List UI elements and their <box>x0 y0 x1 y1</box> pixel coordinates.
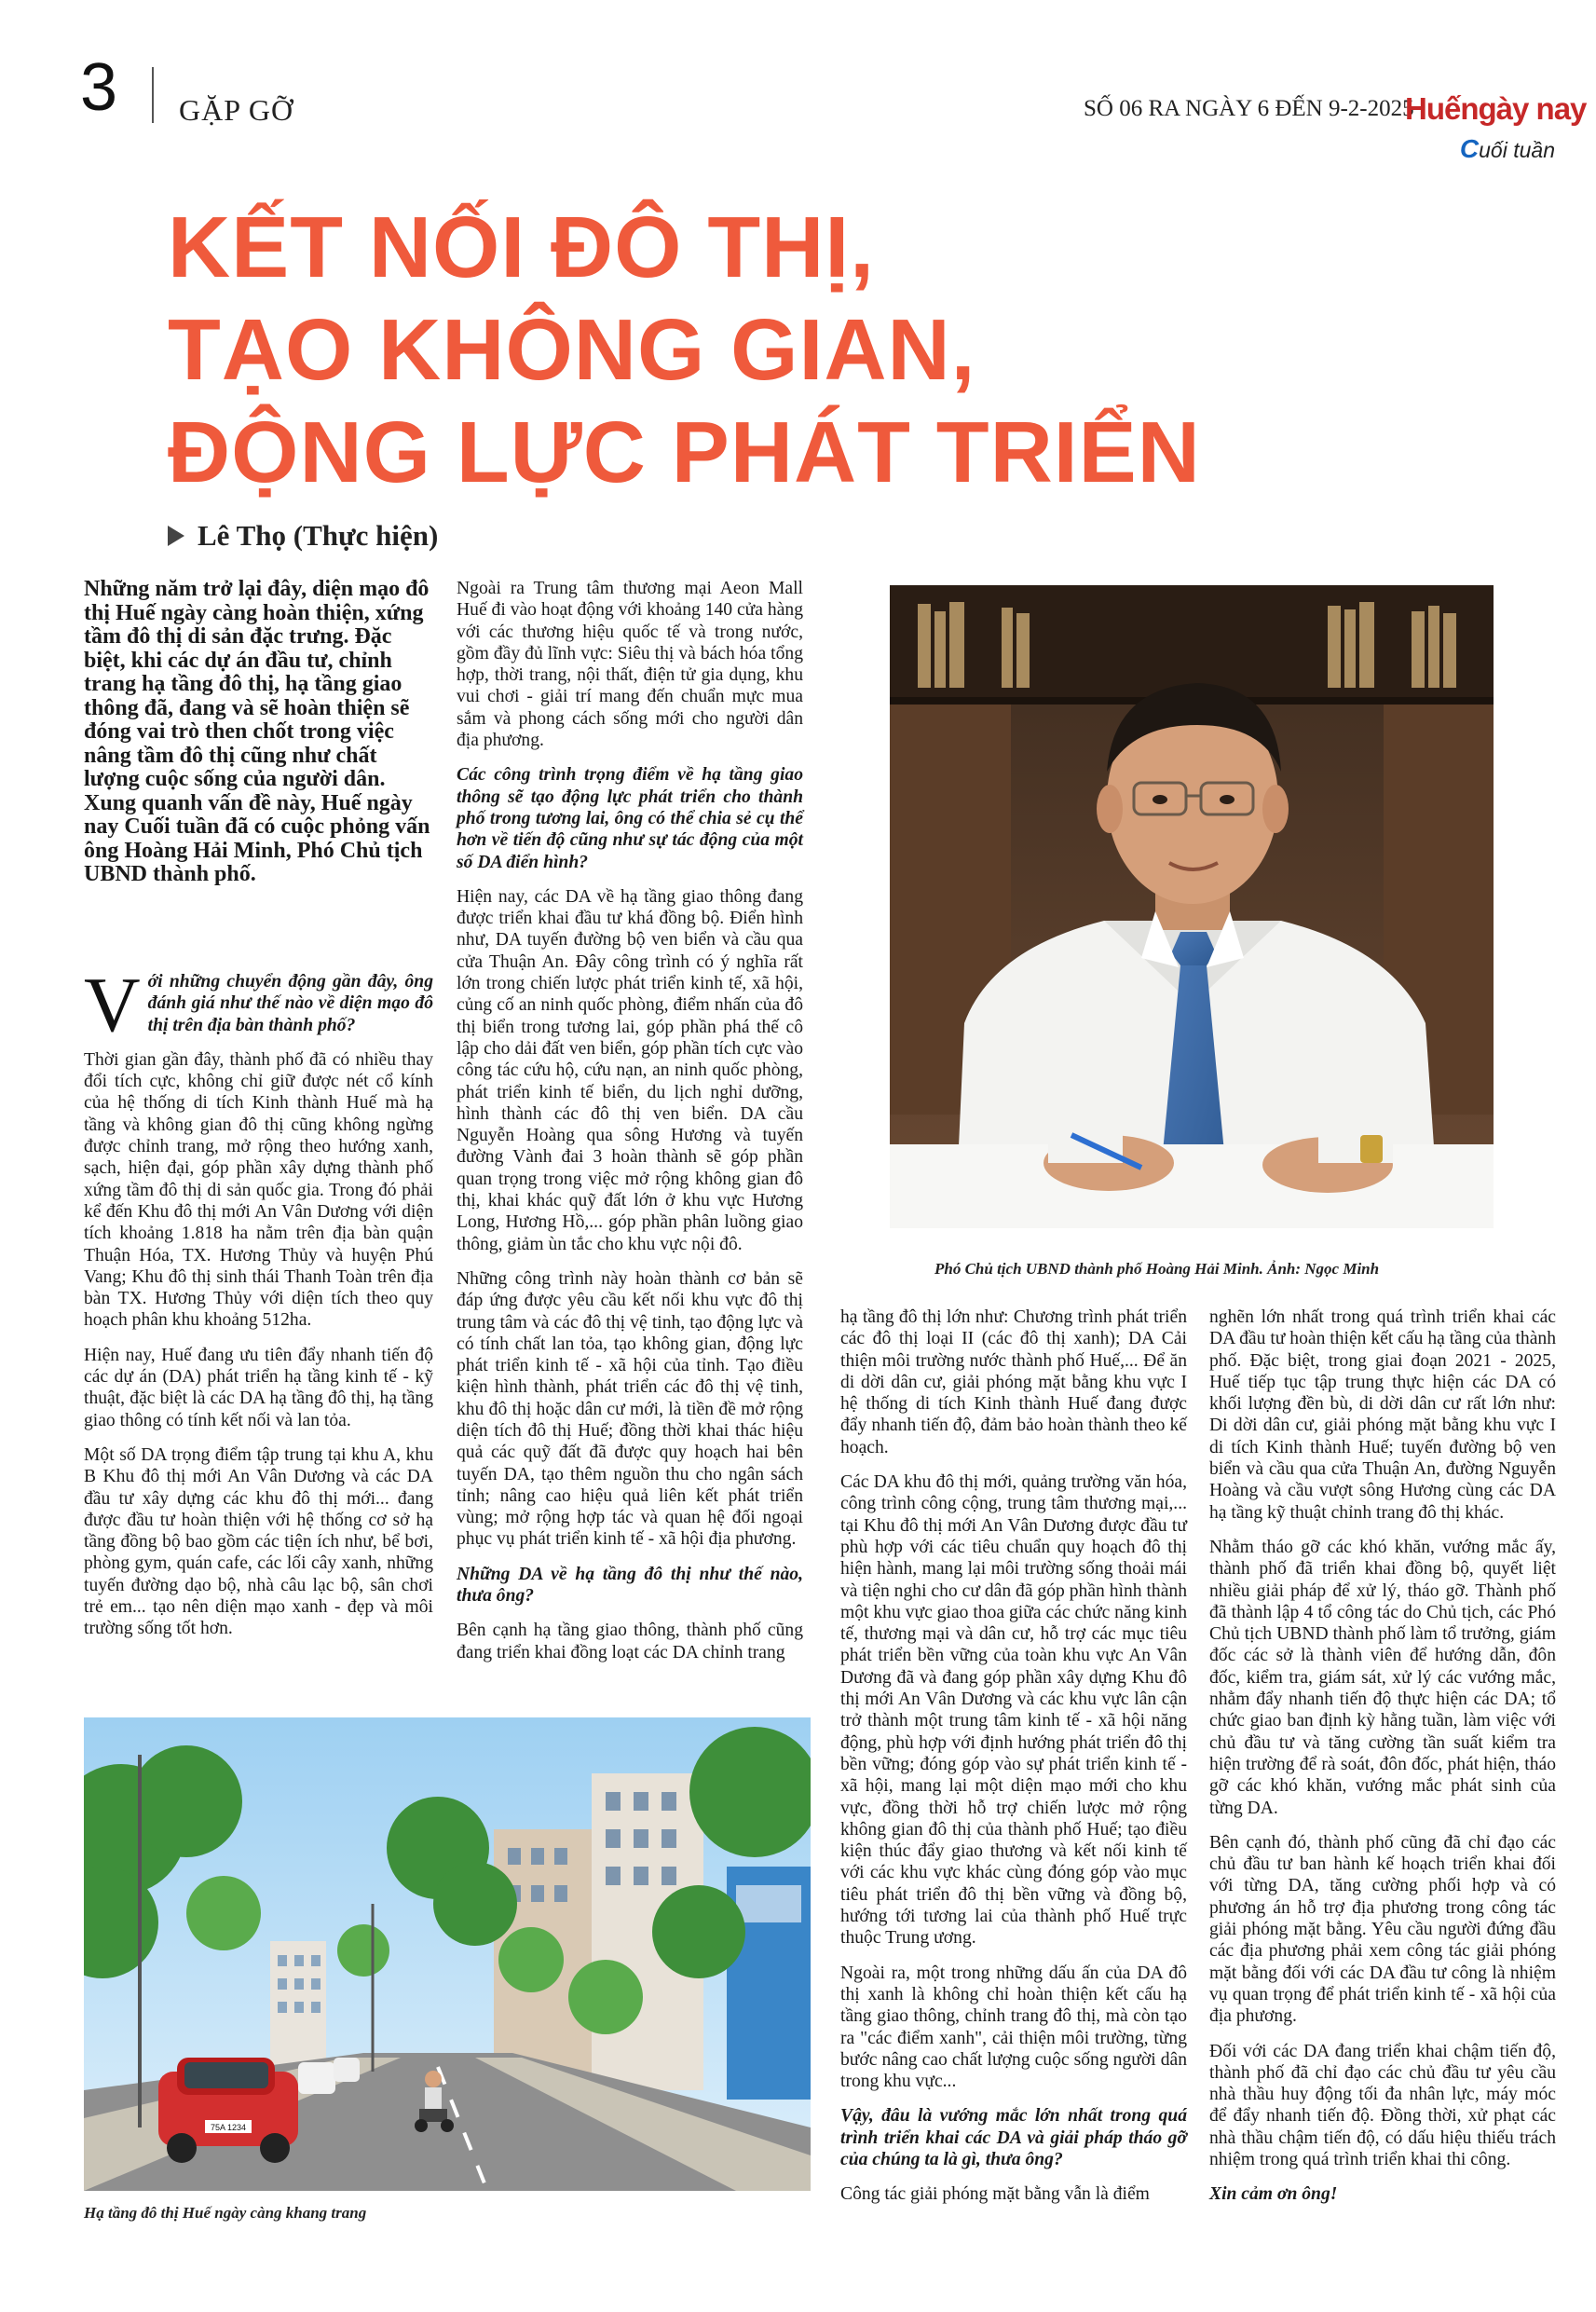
answer-paragraph: Những công trình này hoàn thành cơ bản sẽ đáp ứng được yêu cầu kết nối khu vực đô thị trung tâm và các đô thị vệ tinh, tạo động lực và có tính chất lan tỏa, tạo không gian, động lực phát triển kinh tế - xã hội của tỉnh. Tạo điều kiện hình thành, phát triển các đô thị vệ tinh, khu đô thị hoặc dân cư mới, là tiền đề mở rộng diện tích đô thị Huế; đồng thời khai thác hiệu quả các quỹ đất đã được quy hoạch hai bên tuyến DA, tạo thêm nguồn thu cho ngân sách tỉnh; nâng cao hiệu quả liên kết phát triển vùng; mở rộng hợp tác và quan hệ đối ngoại phục vụ phát triển kinh tế - xã hội địa phương. <box>457 1268 803 1550</box>
answer-paragraph: Đối với các DA đang triển khai chậm tiến độ, thành phố đã chỉ đạo các chủ đầu tư yêu cầu nhà thầu huy động tối đa nhân lực, máy móc để đẩy nhanh tiến độ. Đồng thời, xử phạt các nhà thầu chậm tiến độ, có dấu hiệu thiếu trách nhiệm trong quá trình triển khai thi công. <box>1209 2041 1556 2169</box>
answer-paragraph: Công tác giải phóng mặt bằng vẫn là điểm <box>840 2184 1150 2205</box>
lead-paragraph: Những năm trở lại đây, diện mạo đô thị Huế ngày càng hoàn thiện, xứng tầm đô thị di sản đặc trưng. Đặc biệt, khi các dự án đầu tư, chỉnh trang hạ tầng đô thị, hạ tầng giao thông đã, đang và sẽ hoàn thiện sẽ đóng vai trò then chốt trong việc nâng tầm đô thị cũng như chất lượng cuộc sống của người dân. Xung quanh vấn đề này, Huế ngày nay Cuối tuần đã có cuộc phỏng vấn ông Hoàng Hải Minh, Phó Chủ tịch UBND thành phố. <box>84 577 430 886</box>
column-2 <box>457 578 803 1676</box>
question-1 <box>84 962 433 1048</box>
street-photo <box>84 1717 811 2191</box>
license-plate: 75A 1234 <box>210 2123 247 2132</box>
drop-cap: V <box>84 962 141 1048</box>
answer-paragraph: Các DA khu đô thị mới, quảng trường văn hóa, công trình công cộng, trung tâm thương mại,... tại Khu đô thị mới An Vân Dương được đầu tư phù hợp với các tiêu chuẩn quy hoạch đô thị hiện hành, mang lại môi trường sống thoải mái và tiện nghi cho cư dân đã góp phần hình thành một khu vực giao thoa giữa các chức năng kinh tế, thương mại và dân cư, hỗ trợ các mục tiêu phát triển bền vững của toàn khu vực An Vân Dương đã và đang góp phần xây dựng Khu đô thị mới An Vân Dương và các khu vực lân cận trở thành một trung tâm kinh tế - xã hội năng động, phù hợp với định hướng phát triển đô thị bền vững; đóng góp vào sự phát triển kinh tế - xã hội, mang lại một diện mạo mới cho khu vực, đồng thời hỗ trợ chiến lược mở rộng không gian đô thị của thành phố Huế; tạo điều kiện thúc đẩy giao thương và kết nối kinh tế với các khu vực khác cùng đóng góp vào mục tiêu phát triển đô thị bền vững và đồng bộ, hướng tới tương lai của thành phố Huế trực thuộc Trung ương. <box>840 1472 1187 1949</box>
question-4: Vậy, đâu là vướng mắc lớn nhất trong quá trình triển khai các DA và giải pháp tháo gỡ của chúng ta là gì, thưa ông? <box>840 2106 1187 2169</box>
portrait-photo <box>890 585 1494 1228</box>
answer-paragraph: Bên cạnh hạ tầng giao thông, thành phố cũng đang triển khai đồng loạt các DA chỉnh trang <box>457 1621 803 1662</box>
answer-paragraph: Hiện nay, các DA về hạ tầng giao thông đang được triển khai đầu tư khá đồng bộ. Điển hình như, DA tuyến đường bộ ven biển và cầu qua cửa Thuận An. Đây công trình có ý nghĩa rất lớn trong chiến lược phát triển kinh tế, xã hội, củng cố an ninh quốc phòng, điểm nhấn của đô thị biển trong tương lai, góp phần phá thế cô lập cho dải đất ven biển, góp phần tích cực vào công tác cứu hộ, cứu nạn, an ninh quốc phòng, phát triển kinh tế biển, du lịch nghỉ dưỡng, hình thành các đô thị ven biển. DA cầu Nguyễn Hoàng qua sông Hương và tuyến đường Vành đai 3 hoàn thành sẽ góp phần quan trọng trong việc mở rộng không gian đô thị, khai khác quỹ đất lớn ở khu vực Hương Long, Hương Hồ,... góp phần phân luồng giao thông, giảm ùn tắc cho khu vực nội đô. <box>457 886 803 1254</box>
headline-line-1: KẾT NỐI ĐÔ THỊ, <box>168 198 875 295</box>
column-4 <box>1209 1306 1556 2219</box>
issue-date: SỐ 06 RA NGÀY 6 ĐẾN 9-2-2025 <box>1084 96 1414 121</box>
answer-paragraph: hạ tầng đô thị lớn như: Chương trình phát triển các đô thị loại II (các đô thị xanh); DA Cải thiện môi trường nước thành phố Huế,... Để ăn di dời dân cư, giải phóng mặt bằng khu vực I hệ thống di tích Kinh thành Huế đang được đẩy nhanh tiến độ, đảm bảo hoàn thành theo kế hoạch. <box>840 1307 1187 1457</box>
article-headline <box>168 196 1201 503</box>
headline-line-2: TẠO KHÔNG GIAN, <box>168 301 976 398</box>
logo-main-text: Huếngày nay <box>1405 91 1587 126</box>
newspaper-logo <box>1405 91 1587 166</box>
byline <box>168 519 438 553</box>
byline-triangle-icon <box>168 526 184 546</box>
column-1 <box>84 962 433 1653</box>
portrait-caption: Phó Chủ tịch UBND thành phố Hoàng Hải Minh. Ảnh: Ngọc Minh <box>934 1260 1380 1278</box>
headline-line-3: ĐỘNG LỰC PHÁT TRIỂN <box>168 404 1201 500</box>
question-1-text: ới những chuyển động gần đây, ông đánh giá như thế nào về diện mạo đô thị trên địa bàn thành phố? <box>147 972 433 1035</box>
byline-author: Lê Thọ (Thực hiện) <box>198 519 439 552</box>
page-number: 3 <box>80 50 118 125</box>
question-3: Những DA về hạ tầng đô thị như thế nào, thưa ông? <box>457 1564 803 1607</box>
column-3 <box>840 1306 1187 2219</box>
closing-line: Xin cảm ơn ông! <box>1209 2184 1338 2205</box>
logo-sub-text: Cuối tuần <box>1459 134 1555 163</box>
answer-paragraph: Ngoài ra Trung tâm thương mại Aeon Mall Huế đi vào hoạt động với khoảng 140 cửa hàng với các thương hiệu quốc tế và trong nước, gồm đầy đủ lĩnh vực: Siêu thị và bách hóa tổng hợp, thời trang, nội thất, điện tử gia dụng, khu vui chơi - giải trí mang đến chuẩn mực mua sắm và phong cách sống mới cho người dân địa phương. <box>457 579 803 751</box>
header-divider <box>152 67 154 123</box>
answer-paragraph: Một số DA trọng điểm tập trung tại khu A, khu B Khu đô thị mới An Vân Dương và các DA đầu tư xây dựng các khu đô thị mới... đang được đầu tư hoàn thiện với hệ thống cơ sở hạ tầng đồng bộ bao gồm các tiện ích như, bể bơi, phòng gym, quán cafe, các lối cây xanh, những tuyến đường dạo bộ, nhà câu lạc bộ, sân chơi trẻ em... tạo nên diện mạo xanh - đẹp và môi trường sống tốt hơn. <box>84 1444 433 1639</box>
answer-paragraph: Nhằm tháo gỡ các khó khăn, vướng mắc ấy, thành phố đã triển khai đồng bộ, quyết liệt nhiều giải pháp để xử lý, tháo gỡ. Thành phố đã thành lập 4 tổ công tác do Chủ tịch, các Phó Chủ tịch UBND thành phố làm tổ trưởng, giám đốc các sở là thành viên để hướng dẫn, đôn đốc, kiểm tra, giám sát, xử lý các vướng mắc, nhằm đẩy nhanh tiến độ thực hiện các DA; tổ chức giao ban định kỳ hằng tuần, làm việc với chủ đầu tư và tăng cường tần suất kiểm tra hiện trường để rà soát, đôn đốc, phát hiện, tháo gỡ các khó khăn, vướng mắc phát sinh của từng DA. <box>1209 1537 1556 1818</box>
section-title: GẶP GỠ <box>179 93 294 127</box>
question-2: Các công trình trọng điểm về hạ tầng giao thông sẽ tạo động lực phát triển cho thành phố trong tương lai, ông có thể chia sẻ cụ thể hơn về tiến độ cũng như sự tác động của một số DA điển hình? <box>457 765 803 872</box>
answer-paragraph: Hiện nay, Huế đang ưu tiên đẩy nhanh tiến độ các dự án (DA) phát triển hạ tầng kinh tế - kỹ thuật, đặc biệt là các DA hạ tầng đô thị, hạ tầng giao thông có tính kết nối và lan tỏa. <box>84 1345 433 1430</box>
street-illustration <box>84 1717 811 2191</box>
street-photo-caption: Hạ tầng đô thị Huế ngày càng khang trang <box>84 2204 367 2222</box>
portrait-illustration <box>890 585 1494 1228</box>
answer-paragraph: Ngoài ra, một trong những dấu ấn của DA đô thị xanh là không chỉ hoàn thiện kết cấu hạ tầng giao thông, chỉnh trang đô thị, mà còn tạo ra "các điểm xanh", cải thiện môi trường, từng bước nâng cao chất lượng cuộc sống người dân trong khu vực... <box>840 1963 1187 2092</box>
answer-paragraph: Bên cạnh đó, thành phố cũng đã chỉ đạo các chủ đầu tư ban hành kế hoạch triển khai đối với từng DA, tăng cường phối hợp và có phương án hỗ trợ địa phương trong công tác giải phóng mặt bằng. Yêu cầu người đứng đầu các địa phương phải xem công tác giải phóng mặt bằng đối với các DA đầu tư công là nhiệm vụ quan trọng để phát triển kinh tế - xã hội của địa phương. <box>1209 1832 1556 2027</box>
answer-paragraph: Thời gian gần đây, thành phố đã có nhiều thay đổi tích cực, không chỉ giữ được nét cổ kính của hệ thống di tích Kinh thành Huế mà hạ tầng và không gian đô thị cũng không ngừng được chỉnh trang, mở rộng theo hướng xanh, sạch, hiện đại, góp phần xây dựng thành phố xứng tầm đô thị di sản quốc gia. Trong đó phải kể đến Khu đô thị mới An Vân Dương với diện tích khoảng 1.818 ha nằm trên địa bàn quận Thuận Hóa, TX. Hương Thủy và huyện Phú Vang; Khu đô thị sinh thái Thanh Toàn trên địa bàn TX. Hương Thủy với diện tích theo quy hoạch phân khu khoảng 512ha. <box>84 1049 433 1331</box>
answer-paragraph: nghẽn lớn nhất trong quá trình triển khai các DA đầu tư hoàn thiện kết cấu hạ tầng của thành phố. Đặc biệt, trong giai đoạn 2021 - 2025, Huế tiếp tục tập trung thực hiện các DA có khối lượng đền bù, di dời dân cư rất lớn như: Di dời dân cư, giải phóng mặt bằng khu vực I di tích Kinh thành Huế; tuyến đường bộ ven biển và cầu qua cửa Thuận An, đường Nguyễn Hoàng và cầu vượt sông Hương cùng các DA hạ tầng kỹ thuật chỉnh trang đô thị khác. <box>1209 1307 1556 1523</box>
